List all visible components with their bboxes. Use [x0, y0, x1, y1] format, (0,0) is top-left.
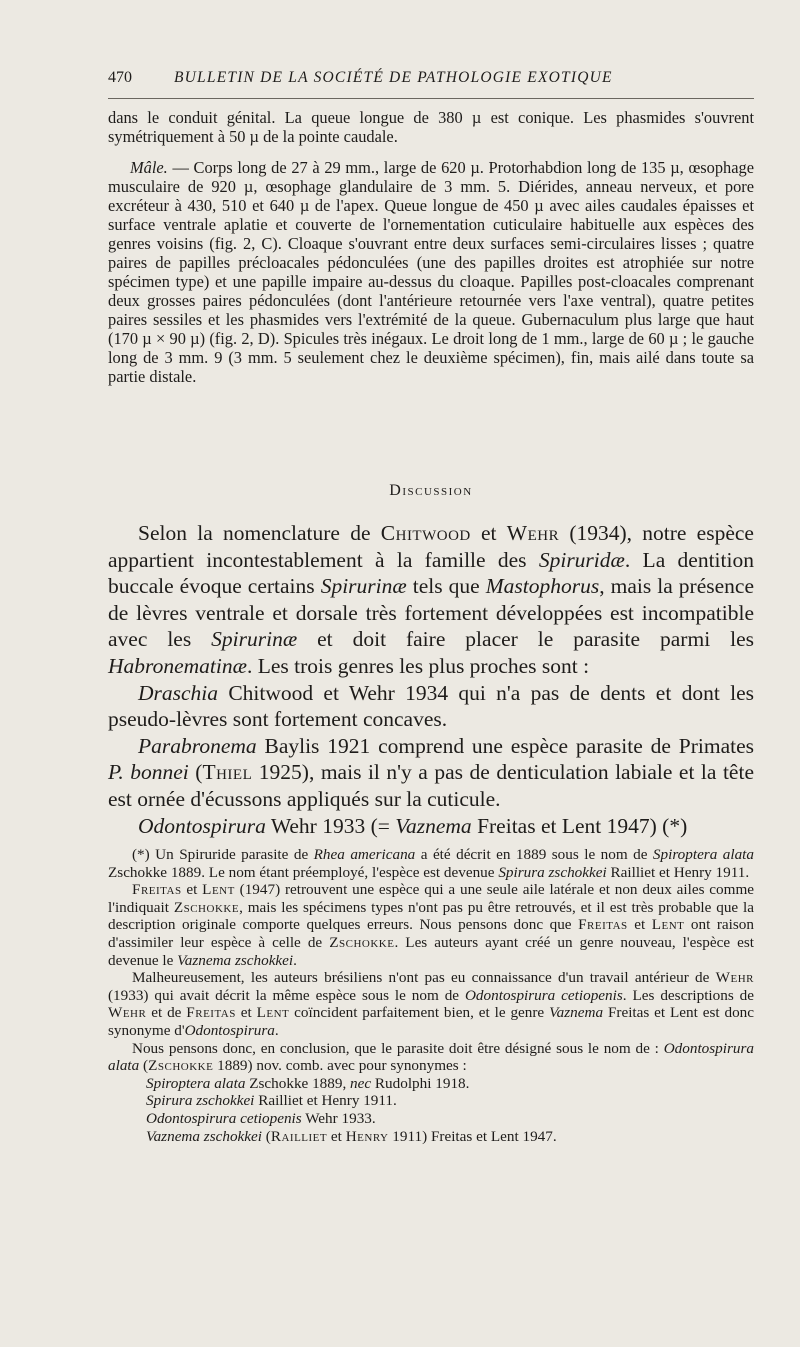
taxon-name: Vaznema zschokkei	[177, 951, 294, 969]
text-run: . La dentition buccale évoque certains	[108, 547, 754, 599]
text-run: .	[274, 1021, 279, 1039]
author-name: Freitas	[578, 916, 628, 934]
male-text: — Corps long de 27 à 29 mm., large de 620 µ. Protorhabdion long de 135 µ, œsophage musculaire de 920 µ, œsophage glandulaire de 3 mm. 5. Diérides, anneau nerveux, et pore excréteur à 430, 510 et 640 µ de l'apex. Queue longue de 450 µ avec ailes caudales épaisses et surface ventrale aplatie et couverte de l'ornementation cuticulaire habituelle aux espèces des genres voisins (fig. 2, C). Cloaque s'ouvrant entre deux surfaces semi-circulaires lisses ; quatre paires de papilles précloacales pédonculées (une des papilles droites est atrophiée sur notre spécimen type) et une papille impaire au-dessus du cloaque. Papilles post-cloacales comprenant deux grosses paires pédonculées (dont l'antérieure retournée vers l'axe ventral), quatre petites paires sessiles et les phasmides vers l'extrémité de la queue. Gubernaculum plus large que haut (170 µ × 90 µ) (fig. 2, D). Spicules très inégaux. Le droit long de 1 mm., large de 60 µ ; le gauche long de 3 mm. 9 (3 mm. 5 seulement chez le deuxième spécimen), fin, mais ailé dans toute sa partie distale.	[108, 158, 754, 386]
author-name: Zschokke	[148, 1057, 214, 1075]
text-run: (1947) retrouvent une espèce qui a une seule aile latérale et non deux ailes comme l'indiquait	[108, 881, 754, 916]
text-run: Freitas et Lent 1947) (*)	[471, 813, 688, 838]
page-header	[108, 66, 728, 90]
author-name: Chitwood	[380, 521, 471, 545]
taxon-name: Spiroptera alata	[652, 846, 754, 863]
header-rule	[108, 98, 754, 99]
footnote-paragraph-1	[108, 846, 754, 881]
text-run: (	[139, 1057, 149, 1075]
taxon-name: P. bonnei	[108, 760, 189, 785]
text-run: a été décrit en 1889 sous le nom de	[415, 846, 653, 863]
taxon-name: Spirurinæ	[320, 574, 407, 599]
description-section	[108, 108, 754, 386]
author-name: Wehr	[506, 521, 560, 545]
text-run: , mais les spécimens types n'ont pas pu être retrouvés, et il est très probable que la description originale comporte quelques erreurs. Nous pensons donc que	[108, 898, 755, 934]
taxon-name: Habronematinæ	[108, 653, 247, 678]
author-name: Lent	[202, 881, 235, 899]
discussion-paragraph-3	[108, 733, 754, 813]
text-run: , mais la présence de lèvres ventrale et dorsale très fortement développées est incompatible avec les	[108, 574, 754, 652]
text-run: Rudolphi 1918.	[371, 1074, 470, 1092]
text-run: (	[261, 1127, 271, 1145]
taxon-name: Spirurinæ	[211, 627, 298, 652]
text-run: Zschokke 1889,	[245, 1074, 351, 1092]
taxon-name: Spirura zschokkei	[498, 863, 607, 881]
text-run: .	[293, 951, 297, 969]
text-run: tels que	[406, 574, 486, 599]
running-title: BULLETIN DE LA SOCIÉTÉ DE PATHOLOGIE EXOTIQUE	[174, 69, 613, 86]
synonym-2	[108, 1092, 754, 1110]
taxon-name: Odontospirura cetiopenis	[464, 986, 623, 1004]
text-run: (*) Un Spiruride parasite de	[132, 846, 314, 863]
author-name: Thiel	[202, 760, 253, 785]
author-name: Railliet	[270, 1127, 328, 1145]
author-name: Zschokke	[329, 933, 395, 951]
text-run: Wehr 1933.	[301, 1109, 376, 1127]
author-name: Freitas	[132, 881, 182, 899]
taxon-name: Spiruridæ	[538, 547, 625, 572]
text-run: et	[181, 881, 203, 899]
taxon-name: Rhea americana	[313, 846, 416, 863]
text-run: et	[627, 916, 652, 934]
text-run: et doit faire placer le parasite parmi les	[297, 627, 754, 652]
taxon-name: Mastophorus	[485, 574, 600, 599]
text-run: (	[188, 760, 203, 785]
footnote	[108, 846, 754, 1145]
taxon-name: Parabronema	[138, 733, 257, 758]
page-number: 470	[108, 69, 132, 86]
discussion-body	[108, 520, 754, 839]
taxon-name: Vaznema	[395, 813, 472, 838]
taxon-name: Odontospirura cetiopenis	[146, 1109, 302, 1127]
taxon-name: Spiroptera alata	[146, 1074, 246, 1092]
text-run: Railliet et Henry 1911.	[606, 863, 750, 881]
author-name: Henry	[345, 1127, 389, 1145]
text-run: Wehr 1933 (=	[265, 813, 396, 838]
text-run: et	[470, 521, 507, 545]
taxon-name: Odontospirura	[184, 1021, 275, 1039]
text-run: coïncident parfaitement bien, et le genre	[289, 1004, 550, 1022]
footnote-paragraph-3	[108, 969, 754, 1039]
author-name: Wehr	[715, 969, 754, 987]
discussion-paragraph-4	[108, 813, 754, 840]
text-run: . Les trois genres les plus proches sont :	[246, 653, 590, 678]
author-name: Wehr	[108, 1004, 147, 1022]
text-run: nec	[350, 1074, 372, 1092]
text-run: Nous pensons donc, en conclusion, que le parasite doit être désigné sous le nom de :	[132, 1039, 664, 1057]
author-name: Lent	[256, 1004, 290, 1022]
text-run: Baylis 1921 comprend une espèce parasite de Primates	[256, 733, 754, 758]
author-name: Freitas	[186, 1004, 236, 1022]
discussion-heading: Discussion	[389, 482, 473, 499]
text-run: Freitas et Lent est donc synonyme d'	[108, 1004, 754, 1039]
male-paragraph	[108, 158, 754, 386]
text-run: 1911) Freitas et Lent 1947.	[388, 1127, 557, 1145]
author-name: Zschokke	[173, 898, 240, 916]
text-run: et de	[146, 1004, 187, 1022]
taxon-name: Odontospirura	[138, 813, 266, 838]
text-run: (1933) qui avait décrit la même espèce sous le nom de	[108, 986, 465, 1004]
synonym-1	[108, 1075, 754, 1093]
text-run: 1889) nov. comb. avec pour synonymes :	[213, 1057, 467, 1075]
text-run: ont raison d'assimiler leur espèce à celle de	[108, 916, 754, 951]
text-run: Railliet et Henry 1911.	[254, 1092, 397, 1110]
text-run: . Les auteurs ayant créé un genre nouveau, l'espèce est devenue le	[108, 933, 754, 969]
taxon-name: Vaznema	[549, 1004, 604, 1022]
taxon-name: Odontospirura alata	[108, 1039, 754, 1075]
text-run: Selon la nomenclature de	[138, 521, 381, 545]
author-name: Lent	[651, 916, 685, 934]
discussion-paragraph-2	[108, 680, 754, 733]
male-label: Mâle.	[130, 158, 168, 177]
text-run: (1934), notre espèce appartient incontestablement à la famille des	[108, 521, 754, 572]
text-run: 1925), mais il n'y a pas de denticulation labiale et la tête est ornée d'écussons appliqués sur la cuticule.	[108, 760, 754, 811]
footnote-paragraph-2	[108, 881, 754, 969]
text-run: Chitwood et Wehr 1934 qui n'a pas de dents et dont les pseudo-lèvres sont fortement concaves.	[108, 680, 754, 732]
text-run: et	[327, 1127, 346, 1145]
taxon-name: Spirura zschokkei	[146, 1092, 255, 1110]
text-run: . Les descriptions de	[622, 986, 754, 1004]
taxon-name: Draschia	[138, 680, 219, 705]
synonym-4	[108, 1128, 754, 1146]
discussion-paragraph-1	[108, 520, 754, 680]
taxon-name: Vaznema zschokkei	[146, 1127, 262, 1145]
footnote-paragraph-4	[108, 1040, 754, 1075]
text-run: Zschokke 1889. Le nom étant préemployé, l'espèce est devenue	[108, 863, 499, 881]
text-run: et	[235, 1004, 257, 1022]
text-run: Malheureusement, les auteurs brésiliens n'ont pas eu connaissance d'un travail antérieur de	[132, 969, 716, 987]
synonym-3	[108, 1110, 754, 1128]
intro-paragraph: dans le conduit génital. La queue longue de 380 µ est conique. Les phasmides s'ouvrent symétriquement à 50 µ de la pointe caudale.	[108, 108, 754, 146]
